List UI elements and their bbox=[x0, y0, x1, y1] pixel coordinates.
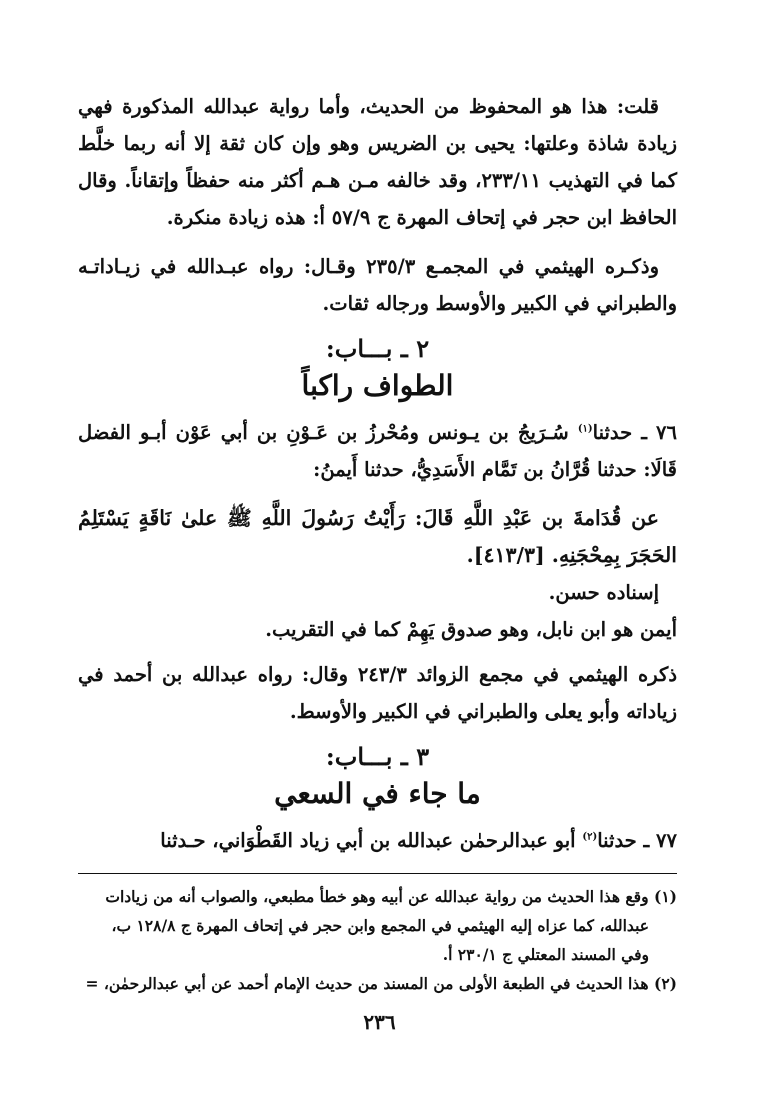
footnote-1-mark: (١) bbox=[653, 887, 677, 906]
footnote-2-mark: (٢) bbox=[653, 974, 677, 993]
haythami-paragraph: وذكـره الهيثمي في المجمـع ٢٣٥/٣ وقـال: رواه عبـدالله في زيـاداتـه والطبراني في الكبير والأوسط ورجاله ثقات. bbox=[78, 255, 677, 315]
hadith-77-isnad-pre: حدثنا bbox=[597, 829, 637, 852]
chapter-2-heading bbox=[78, 332, 677, 406]
footnote-1-text-1: وقع هذا الحديث من رواية عبدالله عن أبيه وهو خطأ مطبعي، والصواب أنه من زيادات bbox=[105, 887, 649, 906]
hadith-76-number: ٧٦ ـ bbox=[641, 421, 677, 444]
hadith-76-isnad-chain: سُـرَيجُ بن يـونس ومُحْرزُ بن عَـوْنِ بن أبي عَوْن أبـو الفضل قَالَا: حدثنا قُرَّانُ بن تَمَّام الأَسَدِيُّ، حدثنا أَيمنُ: bbox=[78, 421, 677, 481]
chapter-3-heading bbox=[78, 740, 677, 814]
footnote-1-ref: (١) bbox=[577, 423, 593, 435]
hadith-76-isnad bbox=[78, 414, 677, 488]
footnote-2 bbox=[78, 969, 677, 998]
chapter-2-title: الطواف راكباً bbox=[301, 369, 454, 402]
commentary-paragraph: قلت: هذا هو المحفوظ من الحديث، وأما رواية عبدالله المذكورة فهي زيادة شاذة وعلتها: يحيى بن الضريس وهو وإن كان ثقة إلا أنه ربما خلَّط كما في التهذيب ٢٣٣/١١، وقد خالفه مـن هـم أكثر منه حفظاً وإتقاناً. وقال الحافظ ابن حجر في إتحاف المهرة ج ٥٧/٩ أ: هذه زيادة منكرة. bbox=[78, 95, 678, 229]
hadith-77-number: ٧٧ ـ bbox=[643, 829, 677, 852]
footnote-divider bbox=[78, 873, 677, 874]
chapter-3-title: ما جاء في السعي bbox=[274, 777, 481, 810]
footnote-1-line-2: عبدالله، كما عزاه إليه الهيثمي في المجمع وابن حجر في إتحاف المهرة ج ١٢٨/٨ ب، bbox=[111, 916, 649, 935]
page-body bbox=[78, 88, 677, 1057]
page-number: ٢٣٦ bbox=[363, 1010, 396, 1034]
hadith-77-isnad bbox=[78, 822, 677, 859]
chapter-2-number: ٢ ـ بـــاب: bbox=[325, 334, 430, 363]
footnote-1-line-1 bbox=[78, 882, 677, 911]
footnote-2-ref: (٢) bbox=[582, 831, 598, 843]
hadith-76-zawaid: ذكره الهيثمي في مجمع الزوائد ٢٤٣/٣ وقال: رواه عبدالله بن أحمد في زياداته وأبو يعلى والطبراني في الكبير والأوسط. bbox=[78, 663, 677, 723]
hadith-77-isnad-chain: أبو عبدالرحمٰن عبدالله بن أبي زياد القَطْوَاني، حـدثنا bbox=[160, 829, 576, 852]
hadith-76-narrator-note: أيمن هو ابن نابل، وهو صدوق يَهِمْ كما في التقريب. bbox=[265, 618, 677, 641]
hadith-76-matn: عن قُدَامةَ بن عَبْدِ اللَّهِ قَالَ: رَأَيْتُ رَسُولَ اللَّهِ ﷺ علىٰ نَاقَةٍ يَسْتَلِمُ الحَجَرَ بِمِحْجَنِهِ. [٤١٣/٣]. bbox=[78, 506, 677, 567]
footnote-2-text: هذا الحديث في الطبعة الأولى من المسند من حديث الإمام أحمد عن أبي عبدالرحمٰن، = bbox=[85, 974, 649, 993]
footnote-1-line-3: وفي المسند المعتلي ج ٢٣٠/١ أ. bbox=[442, 945, 649, 964]
hadith-76-isnad-pre: حدثنا bbox=[592, 421, 633, 444]
footnote-1 bbox=[78, 882, 677, 969]
hadith-76-grade: إسناده حسن. bbox=[548, 581, 659, 604]
chapter-3-number: ٣ ـ بـــاب: bbox=[325, 742, 430, 771]
